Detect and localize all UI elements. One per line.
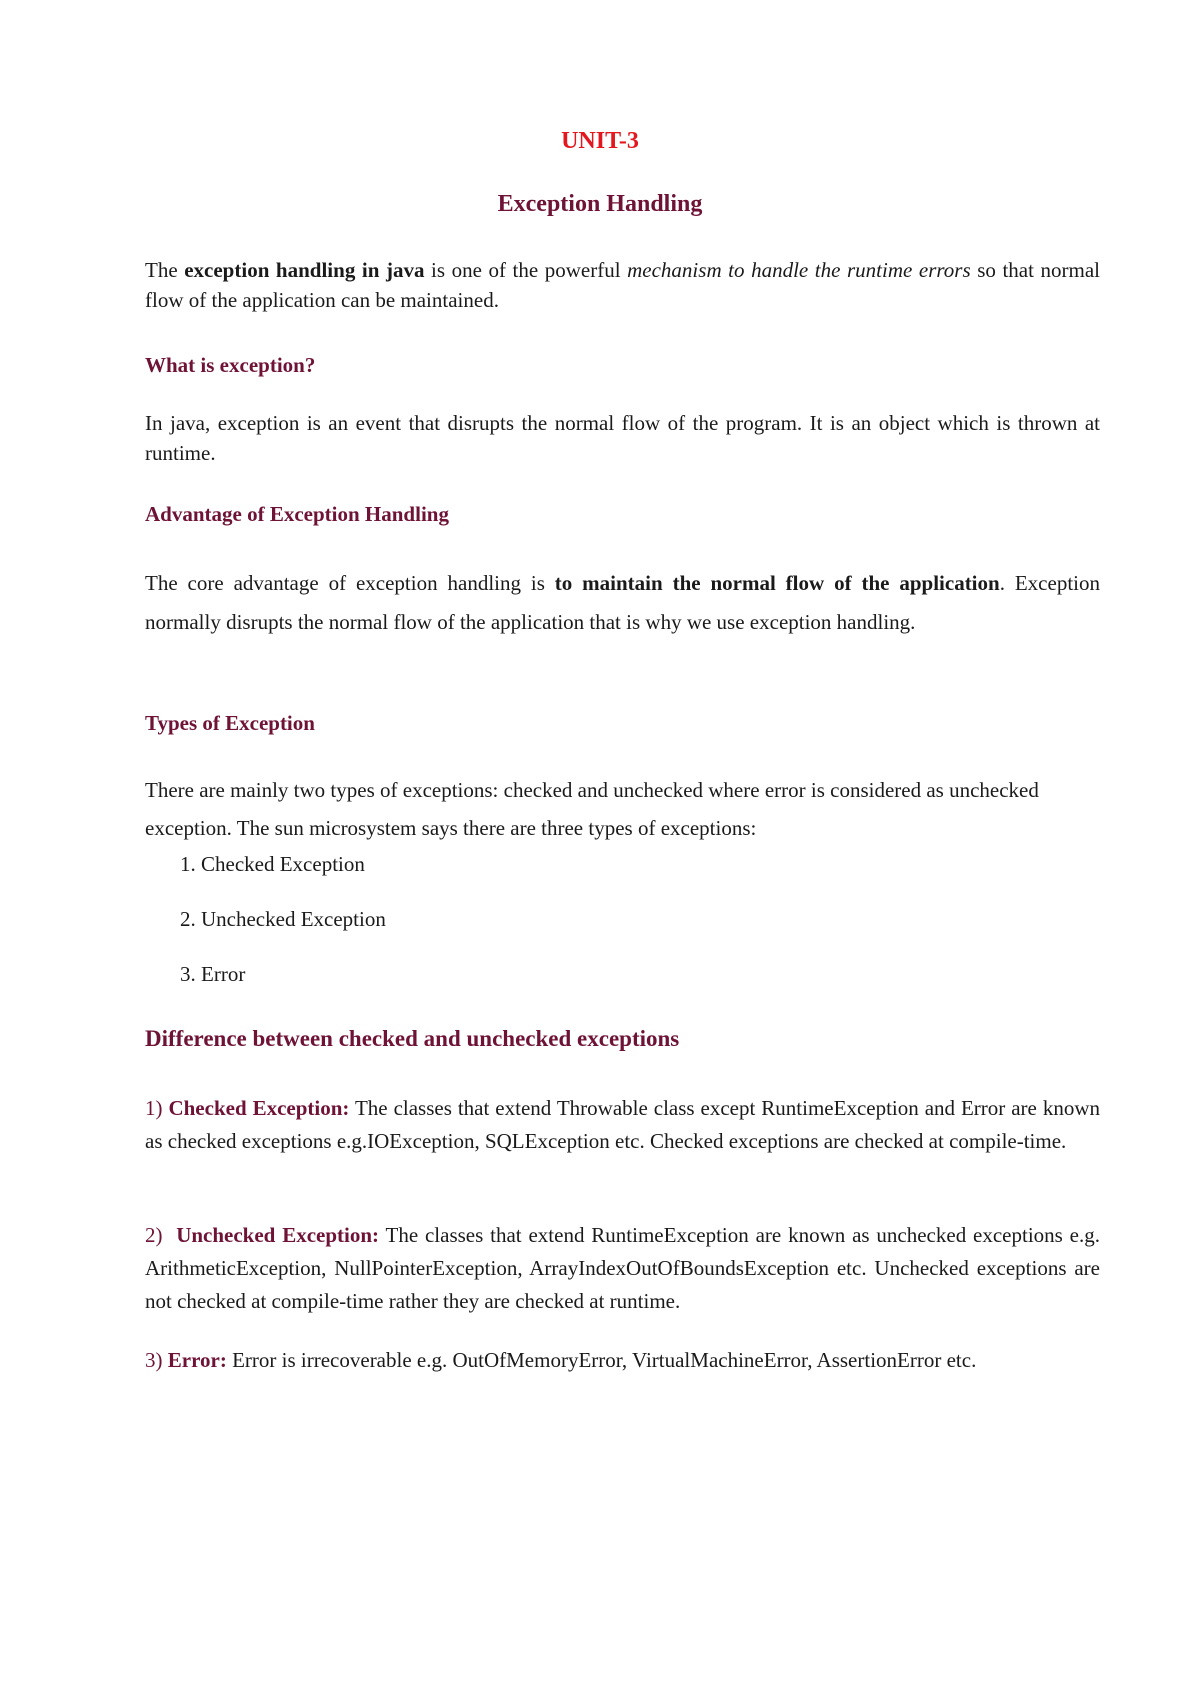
what-is-paragraph: In java, exception is an event that disrupts the normal flow of the program. It is an object which is thrown at runtime.: [145, 411, 1100, 465]
intro-paragraph: [145, 255, 1100, 315]
list-item-label: Checked Exception: [201, 852, 365, 876]
error-text: Error is irrecoverable e.g. OutOfMemoryError, VirtualMachineError, AssertionError etc.: [226, 1348, 977, 1372]
what-is-heading: What is exception?: [145, 353, 316, 377]
unchecked-paragraph: [145, 1219, 1100, 1318]
unchecked-label: Unchecked Exception:: [176, 1223, 380, 1247]
advantage-heading: Advantage of Exception Handling: [145, 502, 449, 526]
checked-number: 1): [145, 1096, 163, 1120]
list-item: [180, 907, 386, 932]
checked-paragraph: [145, 1092, 1100, 1158]
advantage-paragraph: [145, 564, 1100, 642]
intro-text-1: The: [145, 258, 185, 282]
list-item-label: Unchecked Exception: [201, 907, 386, 931]
intro-italic: mechanism to handle the runtime errors: [627, 258, 971, 282]
advantage-text-2: . Exception normally disrupts the normal flow of the application that is why we use exception handling.: [145, 571, 1100, 634]
list-number: 2.: [180, 907, 196, 931]
error-paragraph: [145, 1345, 1100, 1375]
intro-bold: exception handling in java: [184, 258, 425, 282]
document-title: Exception Handling: [497, 191, 703, 217]
difference-heading: Difference between checked and unchecked exceptions: [145, 1026, 680, 1051]
unit-label: UNIT-3: [561, 128, 639, 154]
advantage-text-1: The core advantage of exception handling is: [145, 571, 555, 595]
checked-text: The classes that extend Throwable class except RuntimeException and Error are known as checked exceptions e.g.IOException, SQLException etc. Checked exceptions are checked at compile-time.: [145, 1096, 1100, 1153]
list-number: 1.: [180, 852, 196, 876]
list-item: [180, 962, 245, 987]
advantage-bold: to maintain the normal flow of the application: [554, 571, 1000, 595]
types-heading: Types of Exception: [145, 711, 315, 735]
unchecked-number: 2): [145, 1223, 163, 1247]
error-number: 3): [145, 1348, 163, 1372]
checked-label: Checked Exception:: [168, 1096, 350, 1120]
error-label: Error:: [167, 1348, 227, 1372]
intro-text-3: so that normal flow of the application can be maintained.: [145, 258, 1100, 312]
types-paragraph: There are mainly two types of exceptions: checked and unchecked where error is considered as unchecked exception. The sun microsystem says there are three types of exceptions:: [145, 778, 1039, 840]
list-number: 3.: [180, 962, 196, 986]
list-item-label: Error: [201, 962, 246, 986]
list-item: [180, 852, 365, 877]
unchecked-text: The classes that extend RuntimeException are known as unchecked exceptions e.g. ArithmeticException, NullPointerException, ArrayIndexOutOfBoundsException etc. Unchecked exceptions are not checked at compile-time rather they are checked at runtime.: [145, 1223, 1100, 1313]
intro-text-2: is one of the powerful: [424, 258, 628, 282]
